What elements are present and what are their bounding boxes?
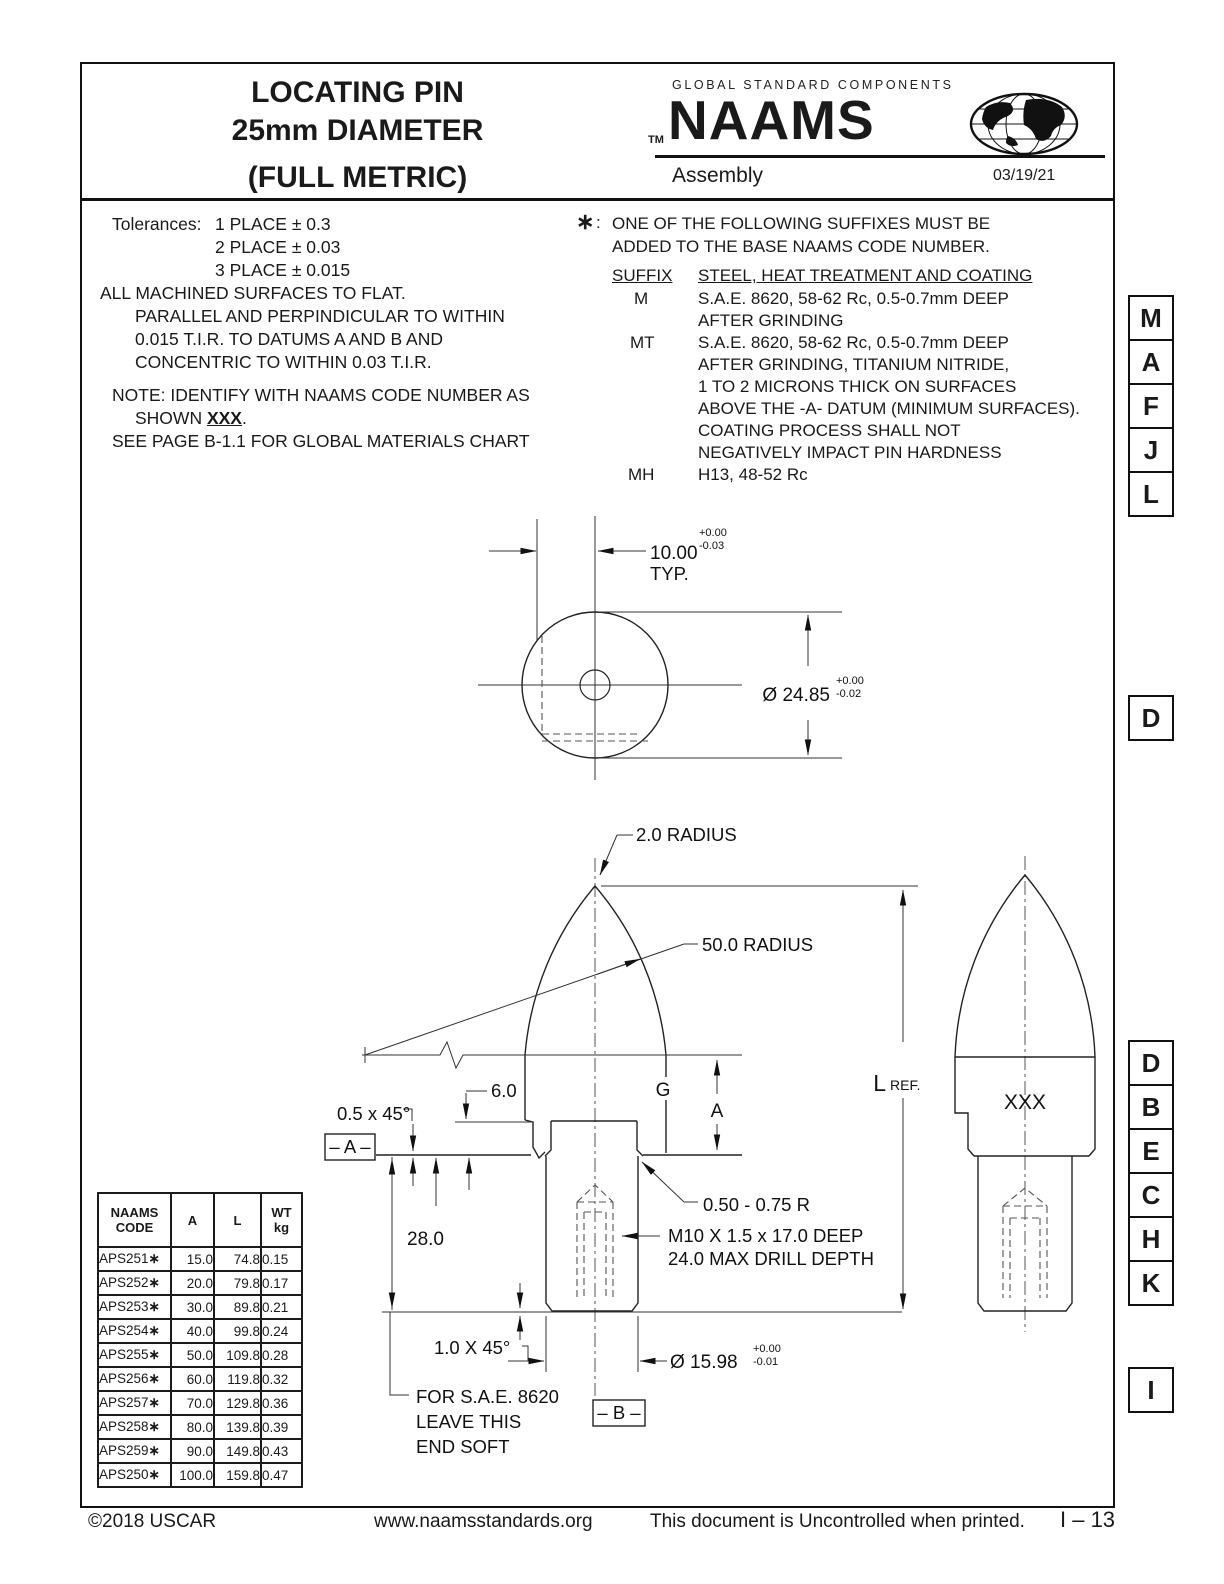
index-tab-a[interactable]: A xyxy=(1128,339,1174,385)
suffix-intro2: ADDED TO THE BASE NAAMS CODE NUMBER. xyxy=(612,237,990,256)
suffix-star: ∗ xyxy=(148,1419,160,1434)
index-tab-j[interactable]: J xyxy=(1128,427,1174,473)
side-section-view xyxy=(325,824,920,1457)
title-line3: (FULL METRIC) xyxy=(247,161,468,194)
col-header-a: A xyxy=(171,1193,214,1247)
note-identify: NOTE: IDENTIFY WITH NAAMS CODE NUMBER AS xyxy=(112,385,530,405)
index-tab-d-upper[interactable]: D xyxy=(1128,695,1174,741)
suffix-mt-desc5: COATING PROCESS SHALL NOT xyxy=(698,421,961,440)
shank-dia-tol-plus: +0.00 xyxy=(753,1343,781,1355)
note-tir: 0.015 T.I.R. TO DATUMS A AND B AND xyxy=(135,329,443,349)
dim-a-label: A xyxy=(710,1101,724,1122)
thread-depth-label: 24.0 MAX DRILL DEPTH xyxy=(668,1248,874,1269)
suffix-mt-desc4: ABOVE THE -A- DATUM (MINIMUM SURFACES). xyxy=(698,399,1080,418)
tolerance-place2: 2 PLACE ± 0.03 xyxy=(215,237,341,257)
tip-radius-label: 2.0 RADIUS xyxy=(636,824,737,845)
soft-end-note-2: LEAVE THIS xyxy=(416,1411,522,1432)
table-row: APS256∗ 60.0 119.8 0.32 xyxy=(98,1367,302,1391)
suffix-star: ∗ xyxy=(148,1251,160,1266)
collar-height-label: 6.0 xyxy=(491,1080,517,1101)
suffix-m: M xyxy=(634,289,649,308)
table-row: APS258∗ 80.0 139.8 0.39 xyxy=(98,1415,302,1439)
table-row: APS257∗ 70.0 129.8 0.36 xyxy=(98,1391,302,1415)
suffix-star: ∗ xyxy=(148,1395,160,1410)
index-tab-h[interactable]: H xyxy=(1128,1216,1174,1262)
index-tab-i[interactable]: I xyxy=(1128,1367,1174,1413)
shank-dia-tol-minus: -0.01 xyxy=(753,1356,779,1368)
tolerances-label: Tolerances: xyxy=(112,214,202,234)
suffix-colon: : xyxy=(596,213,601,232)
table-row: APS253∗ 30.0 89.8 0.21 xyxy=(98,1295,302,1319)
col-header-l: L xyxy=(214,1193,261,1247)
tolerance-place3: 3 PLACE ± 0.015 xyxy=(215,260,351,280)
datum-b-label: – B – xyxy=(597,1402,641,1423)
suffix-star: ∗ xyxy=(148,1299,160,1314)
surface-g-label: G xyxy=(655,1080,671,1101)
col-header-code: NAAMS CODE xyxy=(98,1193,171,1247)
index-tab-l[interactable]: L xyxy=(1128,471,1174,517)
dim-width-label: 10.00 xyxy=(650,543,698,564)
dim-diameter-tol-minus: -0.02 xyxy=(836,688,862,700)
suffix-star: ∗ xyxy=(148,1467,160,1482)
suffix-mh-desc1: H13, 48-52 Rc xyxy=(698,465,808,484)
footer-notice: This document is Uncontrolled when printed. xyxy=(650,1511,1025,1532)
shank-dia-label: Ø 15.98 xyxy=(670,1352,738,1373)
dim-diameter-label: Ø 24.85 xyxy=(762,685,830,706)
index-tab-b[interactable]: B xyxy=(1128,1084,1174,1130)
parts-table xyxy=(97,1192,303,1488)
pin-marking-label: XXX xyxy=(1003,1091,1047,1114)
suffix-m-desc1: S.A.E. 8620, 58-62 Rc, 0.5-0.7mm DEEP xyxy=(698,289,1009,308)
table-row: APS251∗ 15.0 74.8 0.15 xyxy=(98,1247,302,1271)
suffix-mt: MT xyxy=(630,333,655,352)
trademark-label: TM xyxy=(648,134,664,146)
suffix-star: ∗ xyxy=(148,1443,160,1458)
suffix-m-desc2: AFTER GRINDING xyxy=(698,311,844,330)
note-see-page: SEE PAGE B-1.1 FOR GLOBAL MATERIALS CHART xyxy=(112,431,530,451)
dim-diameter-tol-plus: +0.00 xyxy=(836,675,864,687)
fillet-radius-label: 0.50 - 0.75 R xyxy=(703,1194,810,1215)
soft-end-note-3: END SOFT xyxy=(416,1436,510,1457)
l-ref-suffix: REF. xyxy=(890,1077,921,1093)
dim-width-tol-minus: -0.03 xyxy=(699,540,725,552)
index-tab-c[interactable]: C xyxy=(1128,1172,1174,1218)
index-tab-d-lower[interactable]: D xyxy=(1128,1040,1174,1086)
index-tab-f[interactable]: F xyxy=(1128,383,1174,429)
table-row: APS259∗ 90.0 149.8 0.43 xyxy=(98,1439,302,1463)
suffix-mt-desc3: 1 TO 2 MICRONS THICK ON SURFACES xyxy=(698,377,1017,396)
index-tab-e[interactable]: E xyxy=(1128,1128,1174,1174)
table-row: APS250∗ 100.0 159.8 0.47 xyxy=(98,1463,302,1487)
note-parallel: PARALLEL AND PERPINDICULAR TO WITHIN xyxy=(135,306,505,326)
title-line2: 25mm DIAMETER xyxy=(231,114,484,147)
footer-url[interactable]: www.naamsstandards.org xyxy=(374,1511,593,1532)
datum-a-label: – A – xyxy=(329,1136,371,1157)
end-elevation-view xyxy=(955,856,1095,1332)
l-ref-letter: L xyxy=(873,1070,886,1096)
suffix-mt-desc2: AFTER GRINDING, TITANIUM NITRIDE, xyxy=(698,355,1010,374)
index-tab-m[interactable]: M xyxy=(1128,295,1174,341)
suffix-star: ∗ xyxy=(148,1347,160,1362)
table-header-row xyxy=(98,1193,302,1247)
index-tab-k[interactable]: K xyxy=(1128,1260,1174,1306)
dim-width-typ: TYP. xyxy=(650,563,689,584)
note-concentric: CONCENTRIC TO WITHIN 0.03 T.I.R. xyxy=(135,352,432,372)
footer-copyright: ©2018 USCAR xyxy=(88,1511,217,1532)
suffix-mh: MH xyxy=(628,465,655,484)
suffix-star: ∗ xyxy=(148,1371,160,1386)
suffix-intro1: ONE OF THE FOLLOWING SUFFIXES MUST BE xyxy=(612,214,991,233)
brand-logo-text: NAAMS xyxy=(668,89,875,151)
table-row: APS255∗ 50.0 109.8 0.28 xyxy=(98,1343,302,1367)
soft-end-note-1: FOR S.A.E. 8620 xyxy=(416,1386,559,1407)
suffix-star-icon: ∗ xyxy=(576,209,595,234)
tolerance-place1: 1 PLACE ± 0.3 xyxy=(215,214,331,234)
thread-spec-label: M10 X 1.5 x 17.0 DEEP xyxy=(668,1225,864,1246)
steel-col-header: STEEL, HEAT TREATMENT AND COATING xyxy=(698,266,1033,285)
shank-length-label: 28.0 xyxy=(407,1229,444,1250)
chamfer-top-label: 0.5 x 45° xyxy=(337,1103,411,1124)
footer-page-number: I – 13 xyxy=(1060,1507,1116,1532)
chamfer-bottom-label: 1.0 X 45° xyxy=(434,1337,511,1358)
top-view xyxy=(478,516,864,780)
brand-tagline: GLOBAL STANDARD COMPONENTS xyxy=(672,78,954,92)
suffix-star: ∗ xyxy=(148,1323,160,1338)
suffix-mt-desc6: NEGATIVELY IMPACT PIN HARDNESS xyxy=(698,443,1002,462)
note-shown-prefix: SHOWN xyxy=(135,408,207,428)
suffix-star: ∗ xyxy=(148,1275,160,1290)
suffix-mt-desc1: S.A.E. 8620, 58-62 Rc, 0.5-0.7mm DEEP xyxy=(698,333,1009,352)
note-shown-period: . xyxy=(241,408,247,428)
revision-date: 03/19/21 xyxy=(993,167,1056,184)
suffix-col-header: SUFFIX xyxy=(612,266,673,285)
table-row: APS252∗ 20.0 79.8 0.17 xyxy=(98,1271,302,1295)
note-shown-code: XXX xyxy=(206,408,242,428)
note-machined: ALL MACHINED SURFACES TO FLAT. xyxy=(100,283,406,303)
col-header-wt: WT kg xyxy=(261,1193,302,1247)
table-row: APS254∗ 40.0 99.8 0.24 xyxy=(98,1319,302,1343)
title-line1: LOCATING PIN xyxy=(251,76,464,109)
division-label: Assembly xyxy=(672,164,764,187)
nose-radius-label: 50.0 RADIUS xyxy=(702,934,814,955)
dim-width-tol-plus: +0.00 xyxy=(699,527,727,539)
